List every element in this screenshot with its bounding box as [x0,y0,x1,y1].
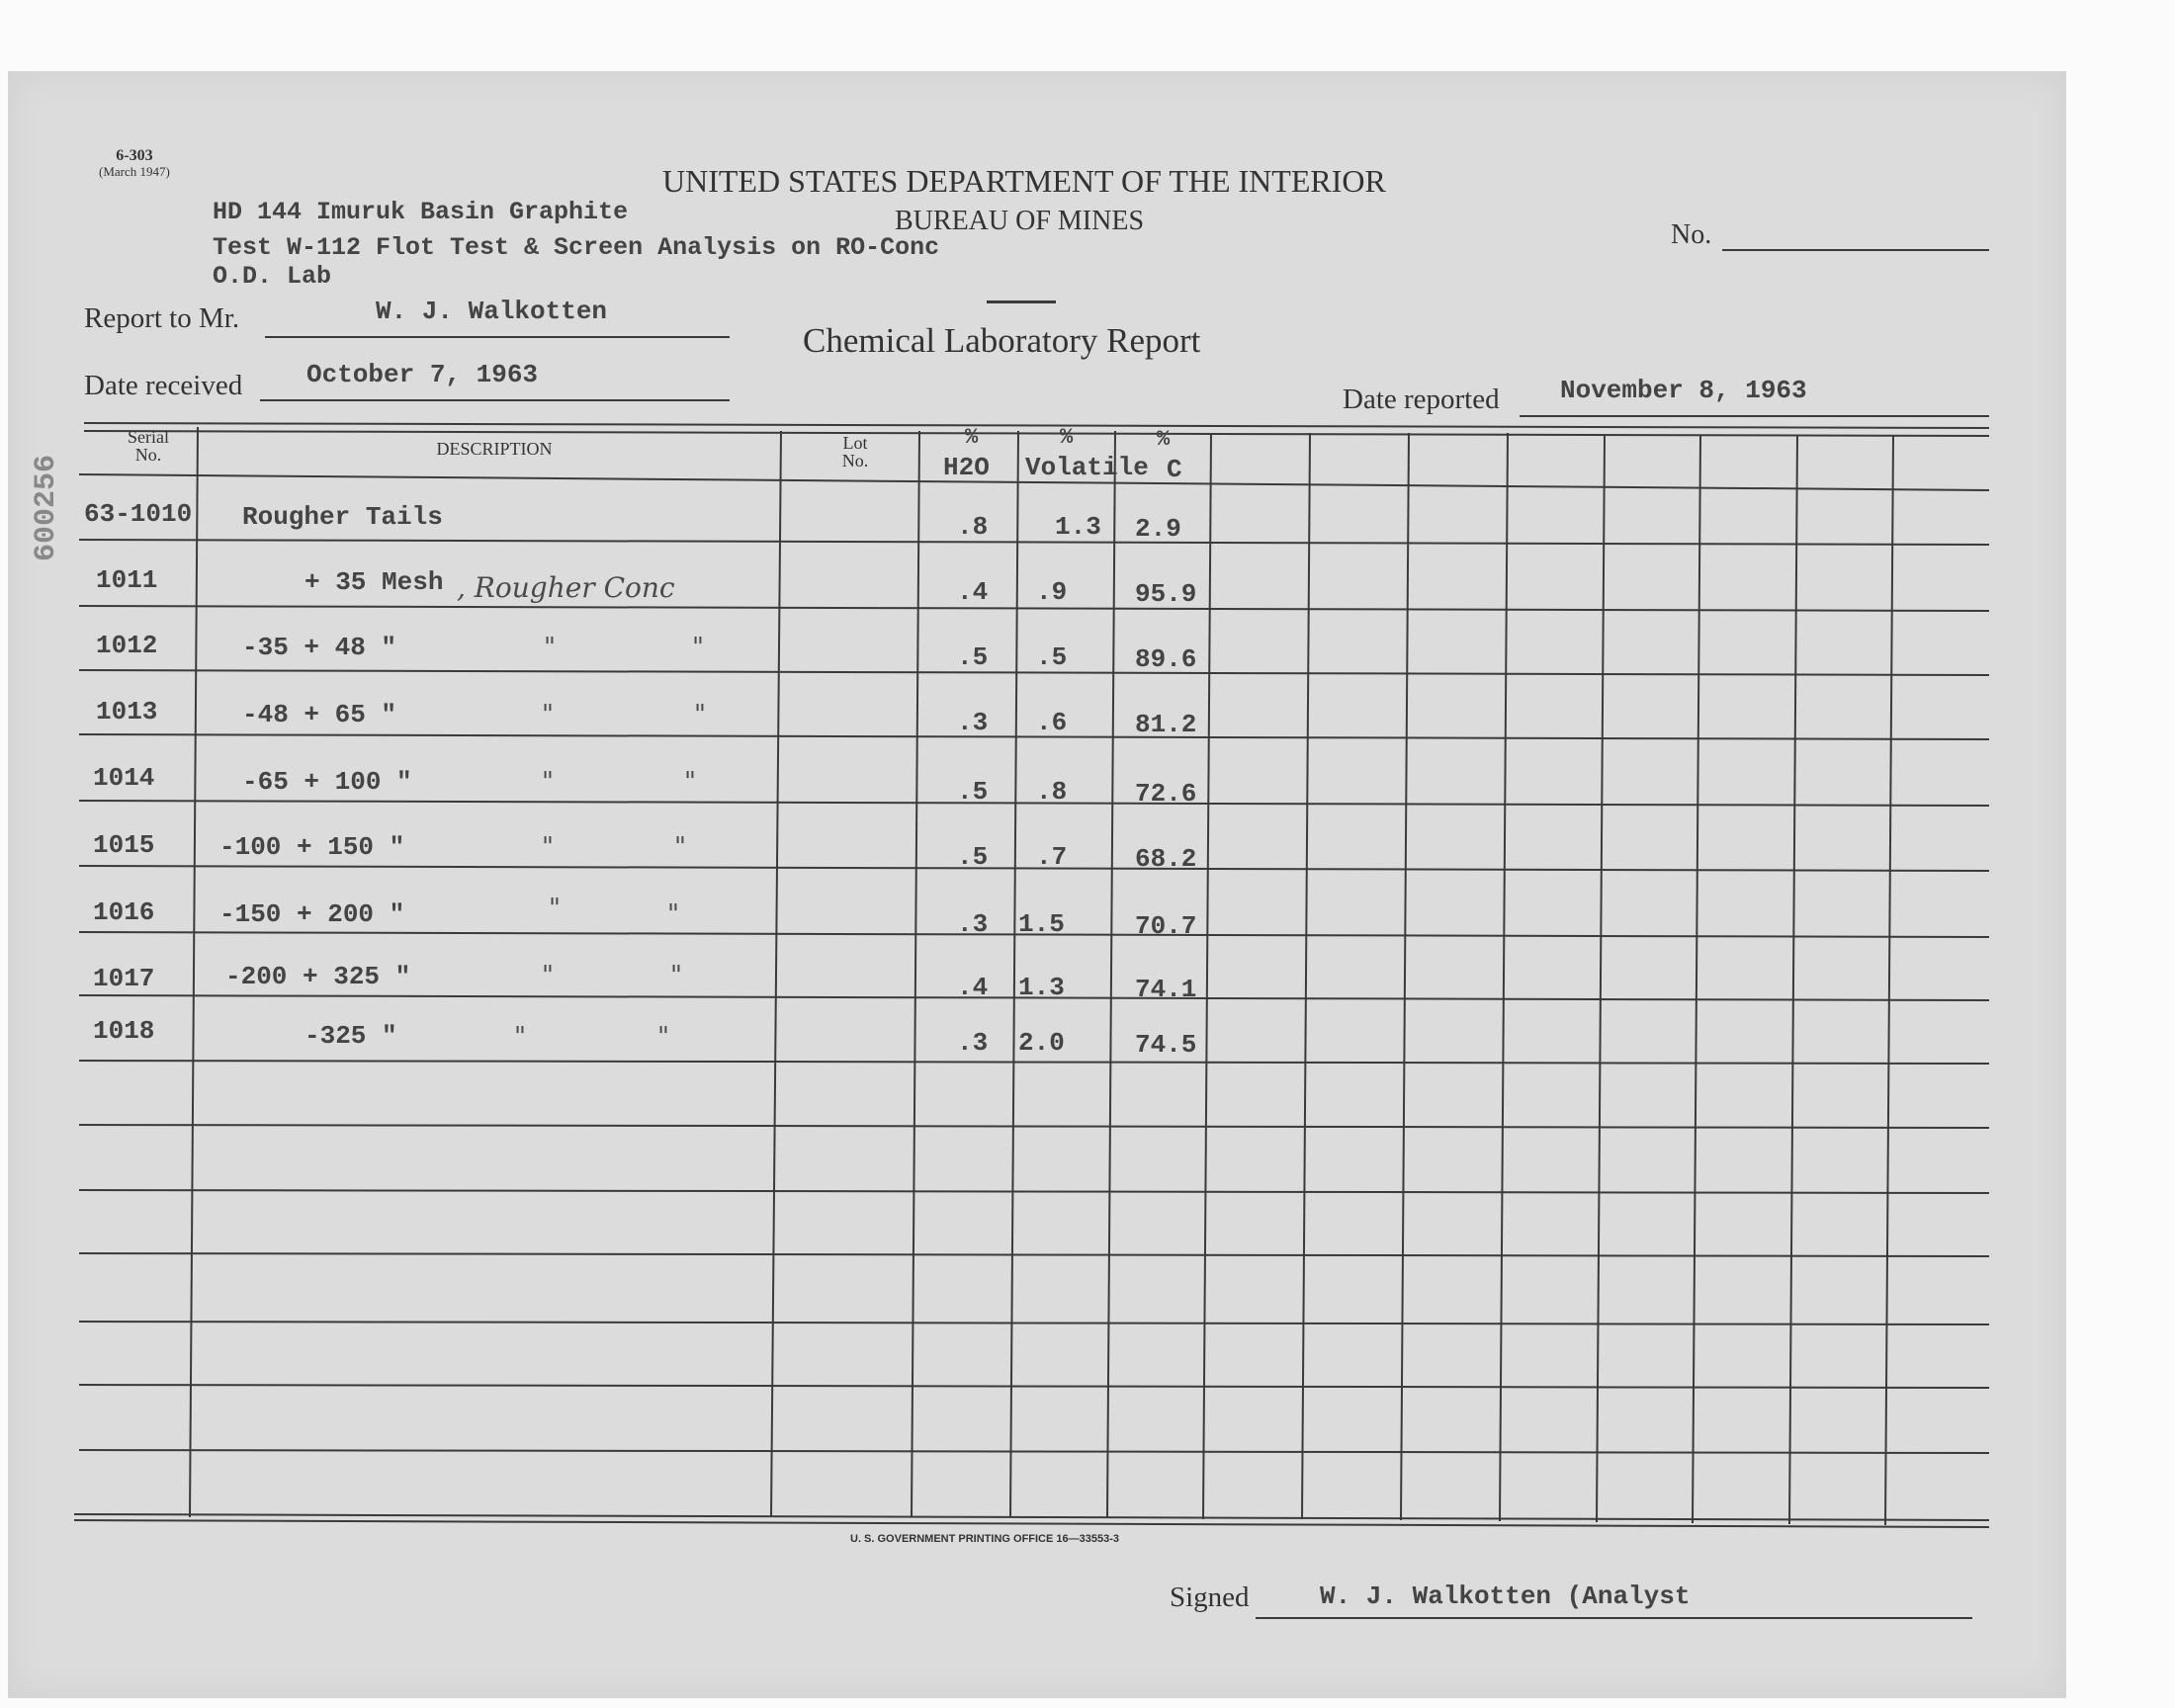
description-cell: -325 " [304,1021,397,1051]
volatile-cell: 1.3 [1018,973,1065,1002]
h2o-cell: .5 [957,842,989,872]
signed-label: Signed [1170,1581,1250,1613]
bureau-title: BUREAU OF MINES [895,206,1145,236]
h2o-cell: .3 [957,909,989,939]
ditto-mark: " [692,633,704,662]
serial-header-top: Serial [128,427,169,447]
report-title: Chemical Laboratory Report [803,321,1201,360]
signature-field[interactable] [1256,1617,1972,1619]
margin-stamp-number: 600256 [30,455,63,562]
serial-cell: 1016 [93,897,155,927]
volatile-cell: .8 [1036,777,1068,807]
carbon-cell: 2.9 [1135,514,1181,544]
lot-column-header [801,433,910,471]
carbon-cell: 74.5 [1135,1030,1197,1060]
volatile-cell: .5 [1036,642,1068,672]
h2o-column-header: H2O [943,453,990,482]
h2o-cell: .4 [957,973,989,1002]
serial-cell: 1017 [93,964,155,993]
ditto-mark: " [514,1022,526,1052]
h2o-cell: .4 [957,577,989,607]
carbon-cell: 68.2 [1135,844,1197,874]
h2o-cell: .3 [957,708,989,737]
ditto-mark: " [542,961,554,990]
volatile-cell: 2.0 [1018,1028,1065,1058]
report-to-label: Report to Mr. [84,302,240,334]
ditto-mark: " [544,633,556,662]
date-reported-label: Date reported [1343,384,1500,415]
lab-line: O.D. Lab [213,262,332,291]
serial-cell: 1011 [96,565,158,595]
report-to-value: W. J. Walkotten [376,297,608,326]
test-line: Test W-112 Flot Test & Screen Analysis on RO-Conc [213,233,940,262]
carbon-cell: 70.7 [1135,911,1197,941]
carbon-cell: 72.6 [1135,779,1197,809]
printing-office-imprint: U. S. GOVERNMENT PRINTING OFFICE 16—33553-3 [850,1533,1120,1545]
serial-cell: 1018 [93,1016,155,1046]
lot-header-top: Lot [842,433,868,453]
ditto-mark: " [670,961,682,990]
description-column-header: DESCRIPTION [436,439,553,459]
date-received-label: Date received [84,370,243,401]
carbon-cell: 74.1 [1135,975,1197,1004]
description-cell: -150 + 200 " [219,899,405,929]
carbon-percent-mark: % [1157,427,1171,452]
ditto-mark: " [694,700,706,729]
h2o-cell: .8 [957,512,989,542]
description-cell: -100 + 150 " [219,832,405,862]
volatile-cell: 1.5 [1018,909,1065,939]
form-number: 6-303 [116,147,153,164]
h2o-percent-mark: % [965,425,979,450]
volatile-column-header: Volatile [1025,453,1149,482]
description-cell: -48 + 65 " [242,700,397,729]
form-revision: (March 1947) [99,164,170,179]
ditto-mark: " [657,1022,669,1052]
serial-cell: 1013 [96,697,158,726]
ditto-mark: " [667,899,679,929]
serial-cell: 1015 [93,830,155,860]
handwritten-note: , Rougher Conc [457,571,675,604]
description-cell: -65 + 100 " [242,767,412,797]
h2o-cell: .3 [957,1028,989,1058]
volatile-percent-mark: % [1060,425,1074,450]
lot-header-bottom: No. [841,451,869,470]
ditto-mark: " [684,767,696,797]
serial-header-bottom: No. [134,445,162,465]
carbon-cell: 81.2 [1135,710,1197,739]
ditto-mark: " [542,700,554,729]
date-reported-value: November 8, 1963 [1560,376,1807,405]
ditto-mark: " [542,767,554,797]
serial-cell: 63-1010 [84,499,193,529]
serial-cell: 1012 [96,631,158,660]
h2o-cell: .5 [957,642,989,672]
ditto-mark: " [542,832,554,862]
date-received-value: October 7, 1963 [306,360,539,389]
report-number-label: No. [1671,219,1712,250]
carbon-cell: 95.9 [1135,579,1197,609]
ditto-mark: " [674,832,686,862]
signed-value: W. J. Walkotten (Analyst [1320,1581,1691,1611]
department-title: UNITED STATES DEPARTMENT OF THE INTERIOR [662,163,1386,199]
description-cell: + 35 Mesh [304,567,444,597]
h2o-cell: .5 [957,777,989,807]
serial-column-header [99,427,198,466]
project-line: HD 144 Imuruk Basin Graphite [213,198,629,226]
serial-cell: 1014 [93,763,155,793]
description-cell: Rougher Tails [242,502,443,532]
description-cell: -35 + 48 " [242,633,397,662]
volatile-cell: .6 [1036,708,1068,737]
ditto-mark: " [549,894,561,923]
volatile-cell: 1.3 [1055,512,1101,542]
volatile-cell: .7 [1036,842,1068,872]
carbon-cell: 89.6 [1135,644,1197,674]
carbon-column-header: C [1167,455,1182,484]
volatile-cell: .9 [1036,577,1068,607]
description-cell: -200 + 325 " [225,962,411,991]
